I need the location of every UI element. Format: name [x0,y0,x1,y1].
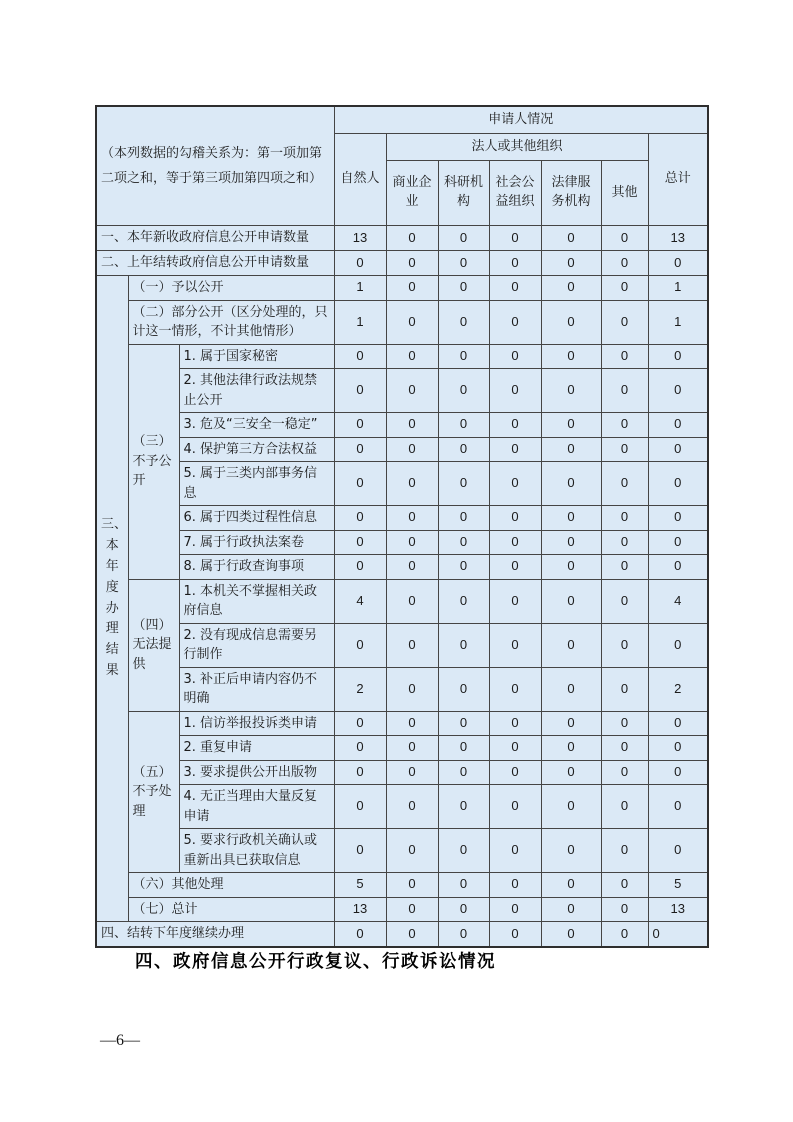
value-cell: 0 [541,369,601,413]
value-cell: 0 [648,922,708,948]
value-cell: 0 [541,736,601,761]
value-cell: 0 [489,300,541,344]
row-label: 2. 重复申请 [179,736,334,761]
value-cell: 0 [541,623,601,667]
value-cell: 0 [334,251,386,276]
row-label: 8. 属于行政查询事项 [179,555,334,580]
header-total: 总计 [648,134,708,226]
value-cell: 0 [601,760,648,785]
table-row [96,579,708,623]
table-row [96,506,708,531]
value-cell: 0 [386,226,438,251]
value-cell: 0 [438,829,489,873]
value-cell: 0 [541,226,601,251]
disclosure-applications-table [95,105,709,948]
header-sub-column: 科研机构 [438,161,489,226]
value-cell: 13 [648,897,708,922]
value-cell: 0 [648,462,708,506]
value-cell: 0 [489,736,541,761]
table-row [96,413,708,438]
table-row [96,922,708,948]
value-cell: 0 [438,276,489,301]
value-cell: 13 [648,226,708,251]
value-cell: 0 [601,829,648,873]
value-cell: 0 [386,667,438,711]
value-cell: 0 [601,369,648,413]
value-cell: 0 [489,344,541,369]
value-cell: 0 [601,555,648,580]
value-cell: 0 [648,506,708,531]
value-cell: 0 [386,922,438,948]
value-cell: 0 [601,300,648,344]
value-cell: 0 [334,736,386,761]
value-cell: 5 [334,873,386,898]
value-cell: 0 [438,462,489,506]
value-cell: 0 [489,437,541,462]
value-cell: 0 [386,873,438,898]
value-cell: 0 [438,760,489,785]
value-cell: 1 [334,300,386,344]
value-cell: 0 [648,623,708,667]
value-cell: 0 [438,300,489,344]
value-cell: 0 [541,760,601,785]
value-cell: 1 [334,276,386,301]
value-cell: 0 [541,530,601,555]
value-cell: 0 [601,579,648,623]
value-cell: 0 [386,736,438,761]
value-cell: 0 [541,437,601,462]
value-cell: 0 [386,413,438,438]
table-row [96,736,708,761]
value-cell: 0 [334,344,386,369]
value-cell: 0 [386,300,438,344]
value-cell: 0 [489,413,541,438]
table-row [96,462,708,506]
value-cell: 0 [334,922,386,948]
value-cell: 0 [648,344,708,369]
value-cell: 0 [334,437,386,462]
value-cell: 0 [541,462,601,506]
value-cell: 0 [648,711,708,736]
value-cell: 0 [541,922,601,948]
value-cell: 0 [601,530,648,555]
row-label: 一、本年新收政府信息公开申请数量 [96,226,334,251]
row-label: 2. 没有现成信息需要另行制作 [179,623,334,667]
value-cell: 0 [489,873,541,898]
value-cell: 0 [541,785,601,829]
table-row [96,369,708,413]
value-cell: 0 [386,711,438,736]
value-cell: 0 [386,579,438,623]
value-cell: 0 [386,897,438,922]
row-label: 3. 补正后申请内容仍不明确 [179,667,334,711]
value-cell: 0 [541,413,601,438]
table-row [96,785,708,829]
value-cell: 0 [386,276,438,301]
value-cell: 0 [601,462,648,506]
value-cell: 0 [438,897,489,922]
value-cell: 0 [438,251,489,276]
row-label: 5. 属于三类内部事务信息 [179,462,334,506]
value-cell: 2 [648,667,708,711]
value-cell: 0 [601,736,648,761]
value-cell: 0 [334,369,386,413]
table-row [96,760,708,785]
value-cell: 4 [334,579,386,623]
value-cell: 0 [648,251,708,276]
value-cell: 0 [438,667,489,711]
value-cell: 0 [334,462,386,506]
value-cell: 0 [541,276,601,301]
table-row [96,555,708,580]
value-cell: 0 [601,506,648,531]
value-cell: 0 [334,413,386,438]
row-label: 二、上年结转政府信息公开申请数量 [96,251,334,276]
value-cell: 0 [601,251,648,276]
value-cell: 0 [648,437,708,462]
table-note: （本列数据的勾稽关系为：第一项加第二项之和，等于第三项加第四项之和） [96,106,334,226]
value-cell: 0 [541,711,601,736]
value-cell: 0 [386,344,438,369]
value-cell: 0 [489,506,541,531]
row-label: 1. 本机关不掌握相关政府信息 [179,579,334,623]
row-label: 4. 无正当理由大量反复申请 [179,785,334,829]
value-cell: 0 [601,276,648,301]
value-cell: 0 [438,530,489,555]
value-cell: 0 [386,760,438,785]
row-label: 7. 属于行政执法案卷 [179,530,334,555]
value-cell: 0 [601,667,648,711]
table-row [96,873,708,898]
table-row [96,623,708,667]
value-cell: 0 [648,413,708,438]
table-row [96,667,708,711]
value-cell: 1 [648,300,708,344]
value-cell: 0 [334,785,386,829]
value-cell: 0 [601,873,648,898]
value-cell: 0 [541,555,601,580]
value-cell: 0 [648,736,708,761]
value-cell: 0 [334,829,386,873]
value-cell: 0 [334,555,386,580]
value-cell: 0 [489,530,541,555]
value-cell: 0 [386,251,438,276]
value-cell: 0 [386,829,438,873]
row-label: （一）予以公开 [128,276,334,301]
table-row [96,300,708,344]
value-cell: 0 [334,623,386,667]
header-sub-column: 其他 [601,161,648,226]
value-cell: 0 [334,530,386,555]
row-label: 1. 信访举报投诉类申请 [179,711,334,736]
table-row [96,251,708,276]
value-cell: 0 [489,369,541,413]
value-cell: 0 [489,785,541,829]
value-cell: 13 [334,897,386,922]
value-cell: 0 [601,623,648,667]
value-cell: 0 [601,785,648,829]
value-cell: 0 [438,711,489,736]
value-cell: 0 [648,530,708,555]
row-label: 4. 保护第三方合法权益 [179,437,334,462]
section-label: 三、本年度办理结果 [96,276,128,922]
value-cell: 0 [601,922,648,948]
value-cell: 0 [601,226,648,251]
table-row [96,897,708,922]
value-cell: 0 [438,579,489,623]
value-cell: 0 [438,873,489,898]
row-label: 3. 危及“三安全一稳定” [179,413,334,438]
value-cell: 0 [489,667,541,711]
value-cell: 0 [541,506,601,531]
row-label: （二）部分公开（区分处理的，只计这一情形，不计其他情形） [128,300,334,344]
table-row [96,437,708,462]
value-cell: 0 [438,785,489,829]
value-cell: 0 [648,369,708,413]
group-label: （四）无法提供 [128,579,179,711]
value-cell: 0 [648,760,708,785]
value-cell: 0 [648,555,708,580]
value-cell: 0 [334,711,386,736]
header-sub-column: 商业企业 [386,161,438,226]
value-cell: 0 [489,829,541,873]
value-cell: 0 [386,506,438,531]
value-cell: 0 [601,437,648,462]
row-label: 6. 属于四类过程性信息 [179,506,334,531]
value-cell: 4 [648,579,708,623]
value-cell: 0 [648,829,708,873]
value-cell: 0 [438,623,489,667]
group-label: （三）不予公开 [128,344,179,579]
value-cell: 0 [648,785,708,829]
value-cell: 0 [438,736,489,761]
value-cell: 0 [541,251,601,276]
value-cell: 0 [334,760,386,785]
value-cell: 0 [541,344,601,369]
value-cell: 0 [601,413,648,438]
header-sub-column: 法律服务机构 [541,161,601,226]
value-cell: 0 [438,555,489,580]
value-cell: 0 [386,530,438,555]
value-cell: 0 [541,579,601,623]
value-cell: 0 [489,579,541,623]
value-cell: 0 [438,922,489,948]
row-label: 四、结转下年度继续办理 [96,922,334,948]
table-row [96,829,708,873]
table-row [96,711,708,736]
value-cell: 0 [438,506,489,531]
value-cell: 0 [489,555,541,580]
row-label: （六）其他处理 [128,873,334,898]
row-label: 5. 要求行政机关确认或重新出具已获取信息 [179,829,334,873]
header-applicant-situation: 申请人情况 [334,106,708,134]
value-cell: 5 [648,873,708,898]
value-cell: 0 [489,276,541,301]
value-cell: 0 [541,300,601,344]
table-row [96,530,708,555]
row-label: 2. 其他法律行政法规禁止公开 [179,369,334,413]
value-cell: 0 [334,506,386,531]
value-cell: 0 [489,623,541,667]
value-cell: 0 [438,344,489,369]
value-cell: 0 [386,462,438,506]
table-row [96,276,708,301]
value-cell: 0 [601,897,648,922]
value-cell: 0 [489,226,541,251]
value-cell: 0 [386,785,438,829]
row-label: 1. 属于国家秘密 [179,344,334,369]
value-cell: 0 [386,623,438,667]
value-cell: 2 [334,667,386,711]
table-row [96,344,708,369]
value-cell: 0 [541,873,601,898]
value-cell: 0 [438,369,489,413]
value-cell: 13 [334,226,386,251]
value-cell: 0 [438,413,489,438]
value-cell: 0 [601,344,648,369]
value-cell: 0 [489,897,541,922]
value-cell: 0 [386,437,438,462]
row-label: （七）总计 [128,897,334,922]
value-cell: 0 [438,226,489,251]
section-heading: 四、政府信息公开行政复议、行政诉讼情况 [135,952,496,972]
value-cell: 0 [541,667,601,711]
header-natural-person: 自然人 [334,134,386,226]
value-cell: 0 [438,437,489,462]
table-row [96,226,708,251]
value-cell: 0 [386,369,438,413]
header-legal-or-other-org: 法人或其他组织 [386,134,648,161]
value-cell: 0 [489,760,541,785]
value-cell: 0 [489,251,541,276]
value-cell: 0 [489,462,541,506]
value-cell: 0 [601,711,648,736]
value-cell: 1 [648,276,708,301]
group-label: （五）不予处理 [128,711,179,873]
value-cell: 0 [386,555,438,580]
page-number: —6— [100,1032,140,1049]
value-cell: 0 [489,922,541,948]
row-label: 3. 要求提供公开出版物 [179,760,334,785]
value-cell: 0 [541,829,601,873]
header-sub-column: 社会公益组织 [489,161,541,226]
value-cell: 0 [489,711,541,736]
value-cell: 0 [541,897,601,922]
